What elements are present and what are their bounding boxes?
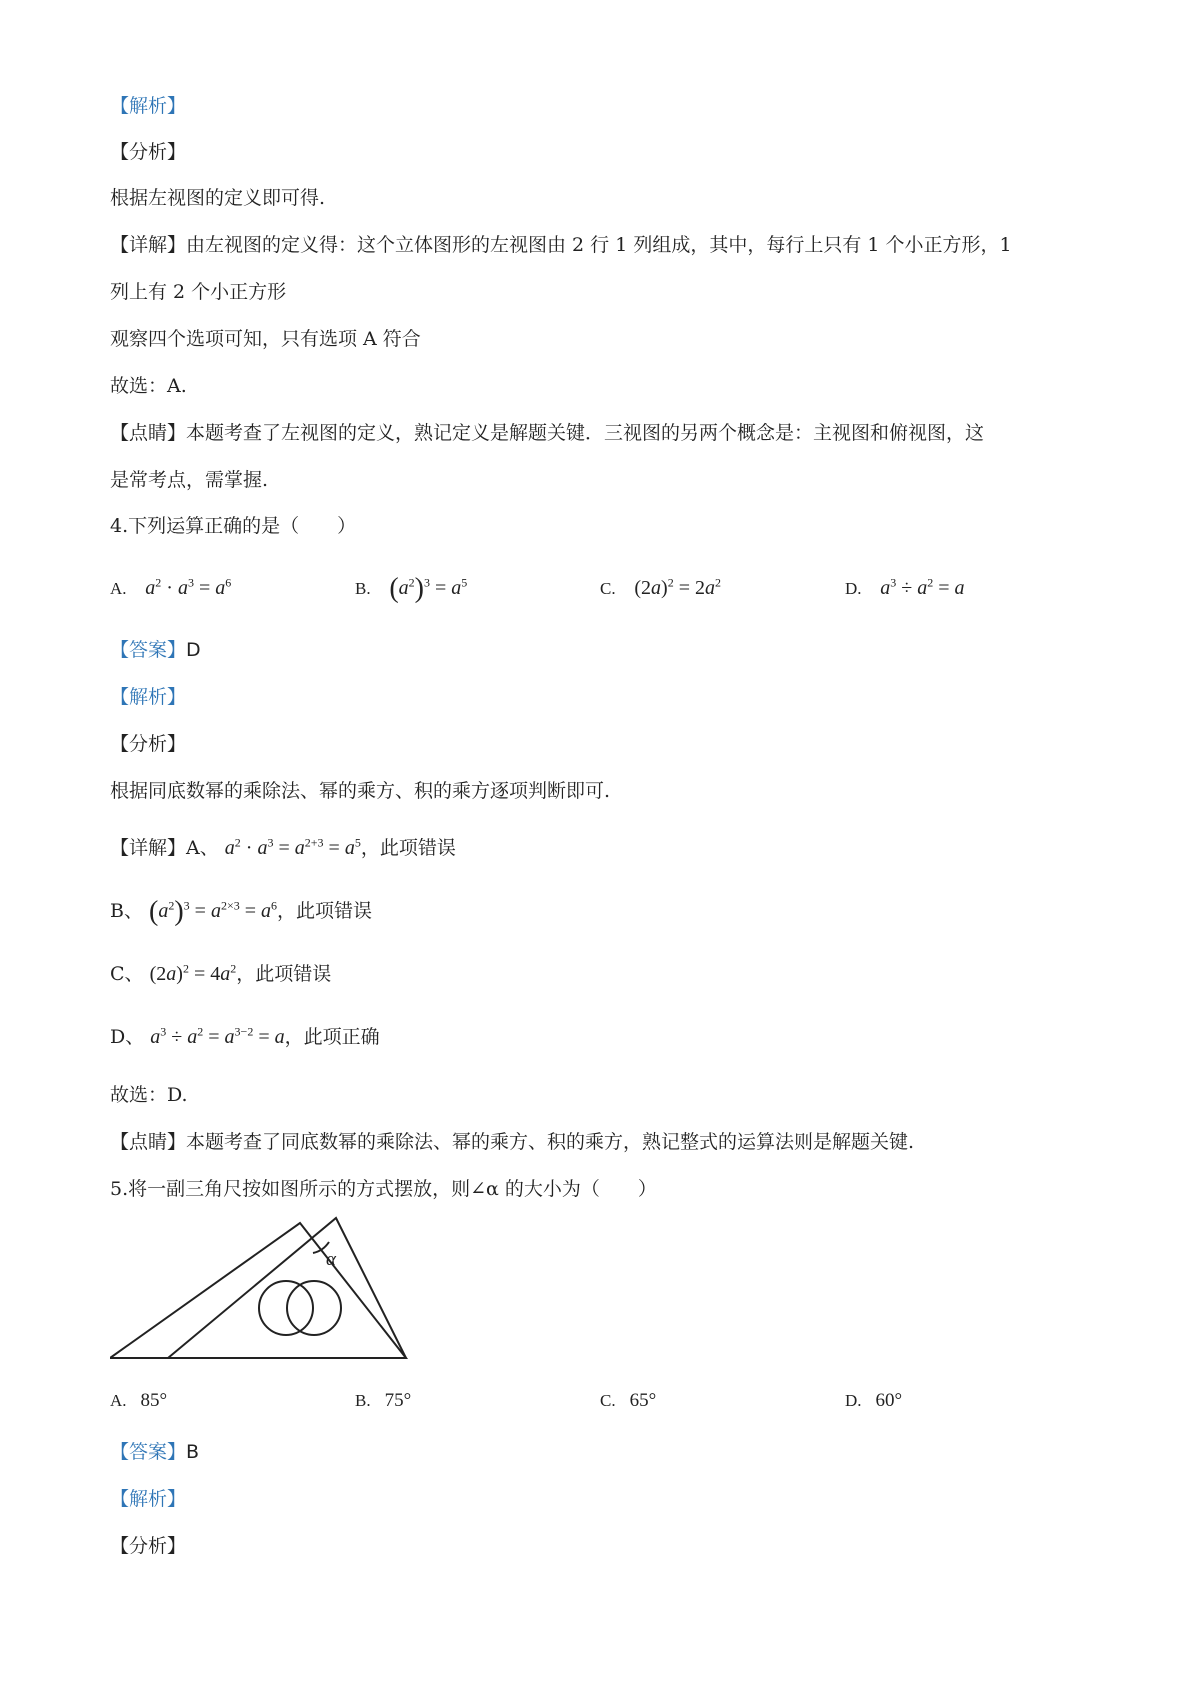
q5-option-d <box>845 1388 902 1414</box>
detail-suffix: ，此项正确 <box>284 1026 380 1048</box>
dianjing-paragraph <box>110 421 984 445</box>
answer-line-4 <box>110 638 201 662</box>
detail-math: $(a^2)^3 = a^{2\times 3} = a^6$ <box>149 896 278 927</box>
option-letter: B. <box>355 579 371 598</box>
triangle-ruler-1 <box>110 1223 406 1358</box>
detail-line-c <box>110 962 331 986</box>
q4-option-a <box>110 575 231 602</box>
option-math: $a^2 \cdot a^3 = a^6$ <box>145 575 232 599</box>
analysis-text: 根据同底数幂的乘除法、幂的乘方、积的乘方逐项判断即可. <box>110 780 611 802</box>
detail-prefix: B、 <box>110 900 143 922</box>
section-jiexi-label: 【解析】 <box>110 686 187 708</box>
q5-option-b <box>355 1388 411 1414</box>
analysis-text: 根据左视图的定义即可得. <box>110 187 326 209</box>
q5-option-c <box>600 1388 656 1414</box>
answer-value: B <box>186 1441 200 1463</box>
detail-suffix: ，此项错误 <box>236 963 332 985</box>
answer-label: 【答案】 <box>110 639 187 661</box>
option-math: $(2a)^2 = 2a^2$ <box>634 575 721 599</box>
detail-line-b <box>110 896 373 927</box>
detail-suffix: ，此项错误 <box>360 837 456 859</box>
dianjing-text: 本题考查了同底数幂的乘除法、幂的乘方、积的乘方，熟记整式的运算法则是解题关键. <box>186 1131 915 1153</box>
section-jiexi-label: 【解析】 <box>110 1488 187 1510</box>
option-letter: A. <box>110 1391 127 1410</box>
option-value: 75° <box>384 1390 412 1411</box>
option-value: 85° <box>140 1390 168 1411</box>
dianjing-text-continued: 是常考点，需掌握. <box>110 469 269 491</box>
section-fenxi-label: 【分析】 <box>110 733 187 755</box>
section-fenxi-label: 【分析】 <box>110 1535 187 1557</box>
choice-text: 故选：D. <box>110 1084 188 1106</box>
option-value: 65° <box>629 1390 657 1411</box>
angle-label: α <box>326 1249 336 1270</box>
triangle-rulers-figure <box>110 1215 440 1365</box>
detail-text-continued: 列上有 2 个小正方形 <box>110 281 287 303</box>
dianjing-label: 【点睛】 <box>110 422 187 444</box>
answer-value: D <box>186 639 201 661</box>
q4-option-c <box>600 575 721 602</box>
detail-suffix: ，此项错误 <box>277 900 373 922</box>
section-jiexi-label: 【解析】 <box>110 95 187 117</box>
q5-option-a <box>110 1388 167 1414</box>
detail-text: 由左视图的定义得：这个立体图形的左视图由 2 行 1 列组成，其中，每行上只有 1 个小正方形，1 <box>186 234 1012 256</box>
question-4: 4.下列运算正确的是（ ） <box>110 515 357 537</box>
dianjing-text: 本题考查了左视图的定义，熟记定义是解题关键．三视图的另两个概念是：主视图和俯视图，这 <box>186 422 985 444</box>
detail-line-d <box>110 1025 380 1049</box>
detail-prefix: A、 <box>186 837 219 859</box>
choice-text: 故选：A. <box>110 375 187 397</box>
question-5: 5.将一副三角尺按如图所示的方式摆放，则∠α 的大小为（ ） <box>110 1178 657 1200</box>
detail-prefix: C、 <box>110 963 144 985</box>
option-letter: A. <box>110 579 127 598</box>
option-letter: D. <box>845 1391 862 1410</box>
option-letter: D. <box>845 579 862 598</box>
observe-text: 观察四个选项可知，只有选项 A 符合 <box>110 328 421 350</box>
detail-math: $a^2 \cdot a^3 = a^{2+3} = a^5$ <box>224 835 361 859</box>
option-letter: C. <box>600 579 616 598</box>
detail-label: 【详解】 <box>110 234 187 256</box>
detail-label: 【详解】 <box>110 837 187 859</box>
option-value: 60° <box>875 1390 903 1411</box>
dianjing-paragraph <box>110 1130 914 1154</box>
detail-math: $(2a)^2 = 4a^2$ <box>149 961 237 985</box>
dianjing-label: 【点睛】 <box>110 1131 187 1153</box>
option-math: $(a^2)^3 = a^5$ <box>389 573 468 604</box>
answer-label: 【答案】 <box>110 1441 187 1463</box>
answer-line-5 <box>110 1440 199 1464</box>
detail-prefix: D、 <box>110 1026 145 1048</box>
option-letter: B. <box>355 1391 371 1410</box>
section-fenxi-label: 【分析】 <box>110 141 187 163</box>
detail-paragraph <box>110 233 1012 257</box>
detail-line-a <box>110 836 456 860</box>
detail-math: $a^3 \div a^2 = a^{3-2} = a$ <box>150 1024 285 1048</box>
triangle-ruler-2 <box>168 1218 406 1358</box>
option-math: $a^3 \div a^2 = a$ <box>880 575 965 599</box>
q4-option-d <box>845 575 965 602</box>
q4-option-b <box>355 575 467 602</box>
option-letter: C. <box>600 1391 616 1410</box>
